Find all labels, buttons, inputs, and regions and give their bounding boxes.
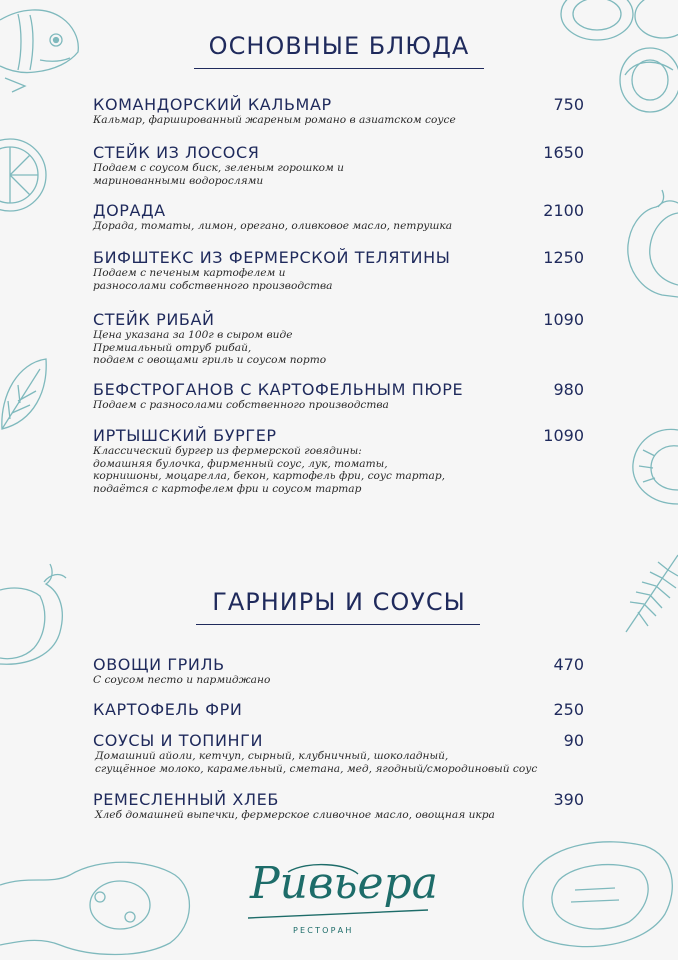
menu-item-name: БИФШТЕКС ИЗ ФЕРМЕРСКОЙ ТЕЛЯТИНЫ [93,248,451,267]
menu-item-price: 90 [563,731,584,750]
description-line: Цена указана за 100г в сыром виде [93,329,293,341]
menu-item-price: 1090 [543,426,584,445]
description-line: Домашний айоли, кетчуп, сырный, клубничный, шоколадный, [95,750,449,762]
menu-item-name: ИРТЫШСКИЙ БУРГЕР [93,426,277,445]
description-line: Премиальный отруб рибай, [93,341,252,354]
menu-item-price: 750 [553,95,584,114]
menu-item [93,380,584,412]
menu-item [93,143,584,187]
section-title-sides: ГАРНИРЫ И СОУСЫ [212,588,466,616]
description-line: Хлеб домашней выпечки, фермерское сливочное масло, овощная икра [95,809,495,821]
steak-illustration [515,830,678,960]
menu-item [93,248,584,292]
brand-name: Ривьера [250,858,438,909]
menu-item-price: 250 [553,700,584,719]
menu-item-description [93,267,584,292]
description-line: домашняя булочка, фирменный соус, лук, томаты, [93,457,388,470]
menu-item-name: КОМАНДОРСКИЙ КАЛЬМАР [93,95,332,114]
description-line: подаем с овощами гриль и соусом порто [93,354,327,366]
menu-item-description [93,445,584,495]
description-line: Подаем с разносолами собственного производства [93,399,389,411]
lemon-illustration [0,135,50,215]
menu-item [93,731,584,775]
menu-item-price: 1650 [543,143,584,162]
description-line: Дорада, томаты, лимон, орегано, оливковое масло, петрушка [93,220,453,232]
divider-sides [196,624,480,625]
menu-item-name: СТЕЙК ИЗ ЛОСОСЯ [93,143,260,162]
menu-item [93,655,584,687]
description-line: С соусом песто и пармиджано [93,674,271,686]
menu-item-name: ОВОЩИ ГРИЛЬ [93,655,225,674]
menu-item-description [93,162,584,187]
menu-item-name: РЕМЕСЛЕННЫЙ ХЛЕБ [93,790,279,809]
brand-subtitle: РЕСТОРАН [293,926,354,935]
menu-item-price: 980 [553,380,584,399]
shrimp-illustration [625,420,678,510]
description-line: разносолами собственного производства [93,279,333,292]
menu-item-description [93,329,584,367]
description-line: маринованными водорослями [93,174,264,187]
menu-item-description [93,114,584,127]
section-title-main: ОСНОВНЫЕ БЛЮДА [208,32,470,60]
description-line: сгущённое молоко, карамельный, сметана, мед, ягодный/смородиновый соус [95,762,538,775]
menu-item [93,310,584,367]
menu-item-name: СТЕЙК РИБАЙ [93,310,215,329]
menu-item [93,426,584,495]
description-line: корнишоны, моцарелла, бекон, картофель фри, соус тартар, [93,470,445,482]
menu-item-price: 1250 [543,248,584,267]
meat-illustration [0,845,200,960]
description-line: Кальмар, фаршированный жареным романо в азиатском соусе [93,114,456,126]
menu-item-name: БЕФСТРОГАНОВ С КАРТОФЕЛЬНЫМ ПЮРЕ [93,380,464,399]
menu-item-price: 390 [553,790,584,809]
menu-item-description [93,674,584,687]
menu-item-name: ДОРАДА [93,201,166,220]
menu-item-description [93,399,584,412]
menu-item-description [93,750,584,775]
menu-item [93,700,584,719]
pepper-illustration [622,185,678,305]
menu-item-name: КАРТОФЕЛЬ ФРИ [93,700,243,719]
description-line: Классический бургер из фермерской говядины: [93,445,362,457]
menu-item [93,95,584,127]
menu-item-description [93,220,584,233]
menu-item [93,201,584,233]
menu-item-price: 470 [553,655,584,674]
description-line: подаётся с картофелем фри и соусом тартар [93,482,362,495]
divider-main [194,68,484,69]
menu-item-price: 2100 [543,201,584,220]
menu-item-price: 1090 [543,310,584,329]
description-line: Подаем с соусом биск, зеленым горошком и [93,162,344,174]
menu-item [93,790,584,822]
menu-item-description [93,809,584,822]
leaf-illustration [0,355,50,435]
menu-item-name: СОУСЫ И ТОПИНГИ [93,731,264,750]
description-line: Подаем с печеным картофелем и [93,267,286,279]
